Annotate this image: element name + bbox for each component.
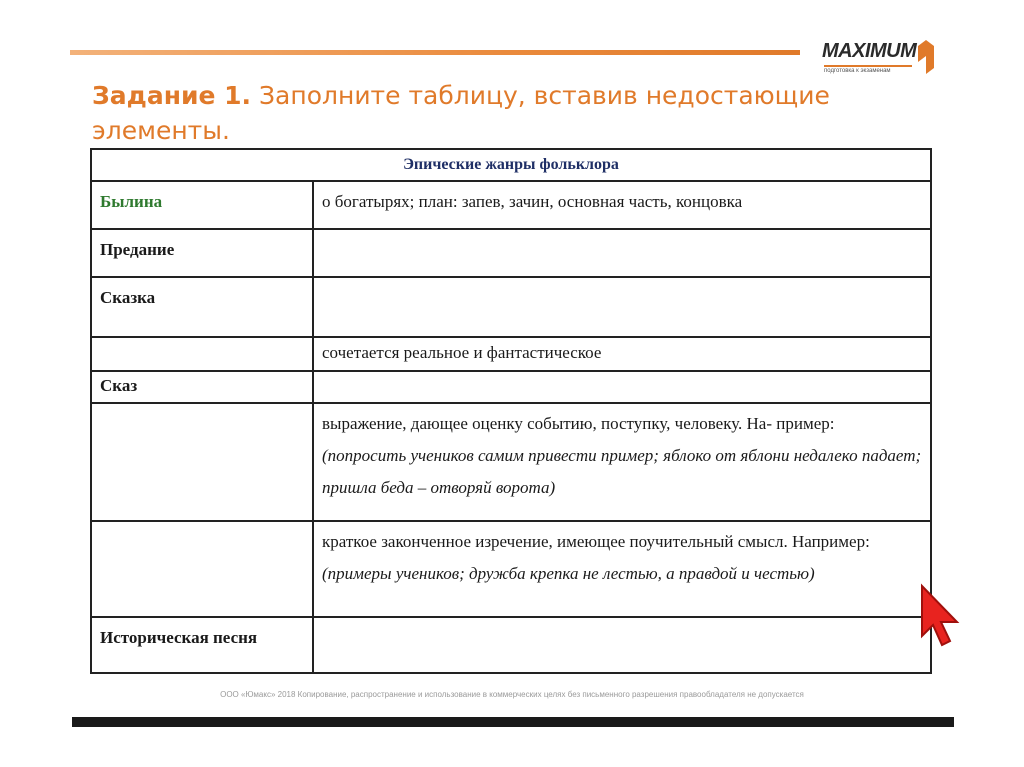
genre-cell: Сказ	[91, 371, 313, 403]
genre-cell	[91, 403, 313, 521]
description-text: краткое законченное изречение, имеющее поучительный смысл. Например:	[322, 532, 870, 551]
table-row	[91, 337, 931, 371]
table-row	[91, 229, 931, 277]
genre-cell: Предание	[91, 229, 313, 277]
genre-cell: Сказка	[91, 277, 313, 337]
genres-table-container	[90, 148, 932, 674]
genres-table	[90, 148, 932, 674]
task-heading	[92, 78, 872, 148]
logo-wordmark: MAXIMUM	[822, 40, 917, 62]
table-caption: Эпические жанры фольклора	[91, 149, 931, 181]
description-cell	[313, 521, 931, 617]
copyright-footer: ООО «Юмакс» 2018 Копирование, распространение и использование в коммерческих целях без письменного разрешения правообладателя не допускается	[220, 690, 804, 699]
description-cell	[313, 617, 931, 673]
description-cell	[313, 181, 931, 229]
description-cell	[313, 371, 931, 403]
genre-cell: Историческая песня	[91, 617, 313, 673]
description-cell	[313, 337, 931, 371]
description-example: (примеры учеников; дружба крепка не лестью, а правдой и честью)	[322, 564, 815, 583]
genre-cell: Былина	[91, 181, 313, 229]
task-text: Заполните таблицу, вставив недостающие элементы.	[92, 81, 830, 145]
table-row	[91, 181, 931, 229]
description-text: о богатырях; план: запев, зачин, основная часть, концовка	[322, 192, 743, 211]
description-cell	[313, 229, 931, 277]
description-cell	[313, 277, 931, 337]
table-row	[91, 403, 931, 521]
genre-cell	[91, 337, 313, 371]
top-accent-bar	[70, 50, 800, 55]
pointer-arrow-icon	[918, 582, 962, 648]
description-text: сочетается реальное и фантастическое	[322, 343, 602, 362]
table-row	[91, 617, 931, 673]
description-cell	[313, 403, 931, 521]
task-number: Задание 1.	[92, 81, 252, 110]
logo-mark-icon	[914, 38, 936, 74]
table-caption-row	[91, 149, 931, 181]
maximum-logo	[820, 36, 940, 78]
logo-tagline: подготовка к экзаменам	[824, 65, 912, 74]
description-text: выражение, дающее оценку событию, поступку, человеку. На- пример:	[322, 414, 835, 433]
table-row	[91, 277, 931, 337]
description-example: (попросить учеников самим привести пример; яблоко от яблони недалеко падает; пришла беда – отворяй ворота)	[322, 446, 922, 497]
bottom-bar	[72, 717, 954, 727]
table-row	[91, 371, 931, 403]
table-row	[91, 521, 931, 617]
genre-cell	[91, 521, 313, 617]
